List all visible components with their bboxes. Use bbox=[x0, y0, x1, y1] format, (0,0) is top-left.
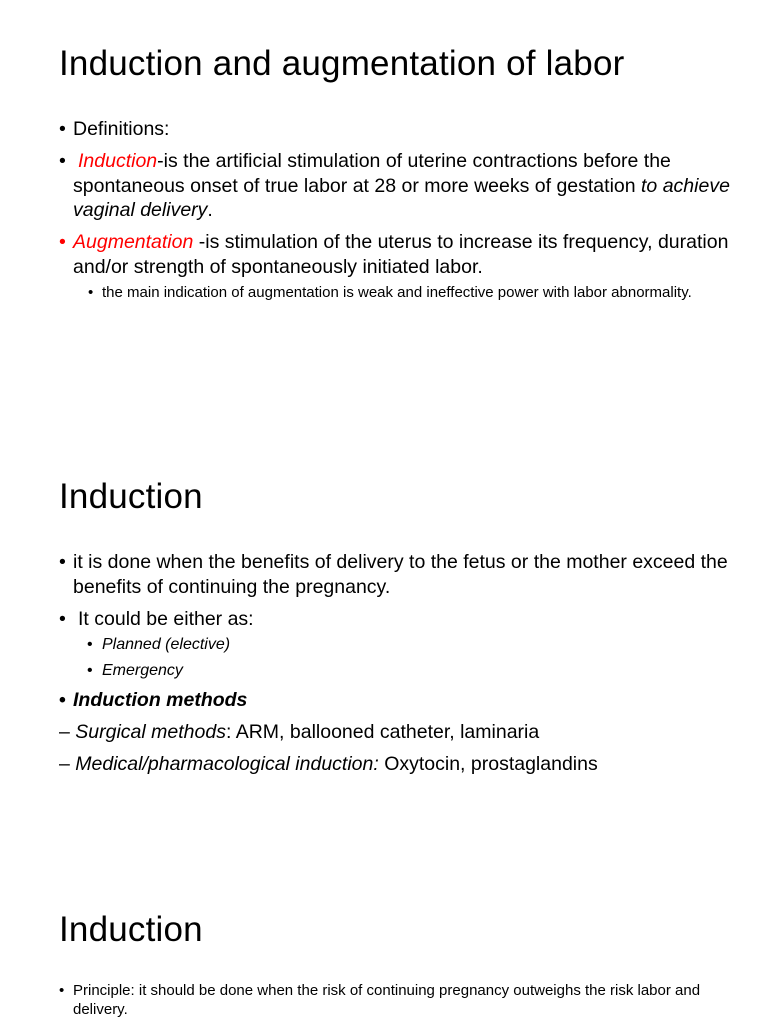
benefits-text: it is done when the benefits of delivery to the fetus or the mother exceed the benefits of continuing the pregnancy. bbox=[73, 551, 728, 598]
induction-italic: to achieve vaginal delivery bbox=[73, 174, 730, 221]
bullet-list bbox=[59, 981, 739, 1019]
augmentation-indication-text: the main indication of augmentation is weak and ineffective power with labor abnormality. bbox=[102, 284, 692, 301]
slide-title: Induction bbox=[59, 477, 203, 516]
bullet-either bbox=[59, 607, 739, 632]
bullet-dot: • bbox=[87, 662, 93, 679]
bullet-principle bbox=[59, 981, 739, 1019]
induction-methods-heading: Induction methods bbox=[73, 689, 248, 711]
slide-2 bbox=[0, 432, 768, 864]
bullet-definitions bbox=[59, 117, 739, 142]
induction-text: -is the artificial stimulation of uterine contractions before the spontaneous onset of true labor at 28 or more weeks of gestation bbox=[73, 150, 671, 197]
either-text: It could be either as: bbox=[78, 607, 254, 630]
bullet-list bbox=[59, 117, 739, 308]
bullet-dot: • bbox=[59, 231, 66, 253]
bullet-dot: • bbox=[59, 982, 65, 999]
dash: – bbox=[59, 721, 70, 743]
bullet-dot: • bbox=[87, 636, 93, 653]
definitions-label: Definitions: bbox=[73, 118, 170, 140]
slide-title: Induction bbox=[59, 910, 203, 949]
medical-induction-text: Oxytocin, prostaglandins bbox=[378, 753, 598, 775]
bullet-benefits bbox=[59, 550, 739, 599]
bullet-dot: • bbox=[59, 551, 66, 573]
planned-text: Planned (elective) bbox=[102, 636, 231, 653]
bullet-list bbox=[59, 550, 739, 784]
emergency-text: Emergency bbox=[102, 662, 183, 679]
principle-text: Principle: it should be done when the risk of continuing pregnancy outweighs the risk labor and delivery. bbox=[73, 982, 701, 1018]
dash: – bbox=[59, 753, 70, 775]
bullet-dot: • bbox=[59, 150, 66, 172]
bullet-augmentation-indication bbox=[88, 283, 739, 302]
slide-3 bbox=[0, 864, 768, 1024]
bullet-induction-methods bbox=[59, 688, 739, 713]
bullet-dot: • bbox=[88, 284, 94, 301]
sub-bullet-planned bbox=[59, 635, 739, 655]
sub-bullet-emergency bbox=[59, 661, 739, 681]
augmentation-text: -is stimulation of the uterus to increase its frequency, duration and/or strength of spontaneously initiated labor. bbox=[73, 231, 729, 278]
slide-1 bbox=[0, 0, 768, 432]
surgical-methods-item bbox=[59, 720, 739, 745]
bullet-induction-definition bbox=[59, 149, 739, 223]
bullet-dot: • bbox=[59, 118, 66, 140]
surgical-methods-text: : ARM, ballooned catheter, laminaria bbox=[225, 721, 540, 743]
induction-end: . bbox=[207, 199, 213, 221]
medical-induction-label: Medical/pharmacological induction: bbox=[75, 753, 379, 775]
bullet-augmentation-definition bbox=[59, 230, 739, 279]
slide-title: Induction and augmentation of labor bbox=[59, 44, 625, 83]
medical-induction-item bbox=[59, 752, 739, 777]
surgical-methods-label: Surgical methods bbox=[75, 721, 226, 743]
augmentation-term: Augmentation bbox=[73, 231, 199, 253]
bullet-dot: • bbox=[59, 689, 66, 711]
induction-term: Induction bbox=[78, 150, 158, 172]
bullet-dot: • bbox=[59, 607, 66, 630]
